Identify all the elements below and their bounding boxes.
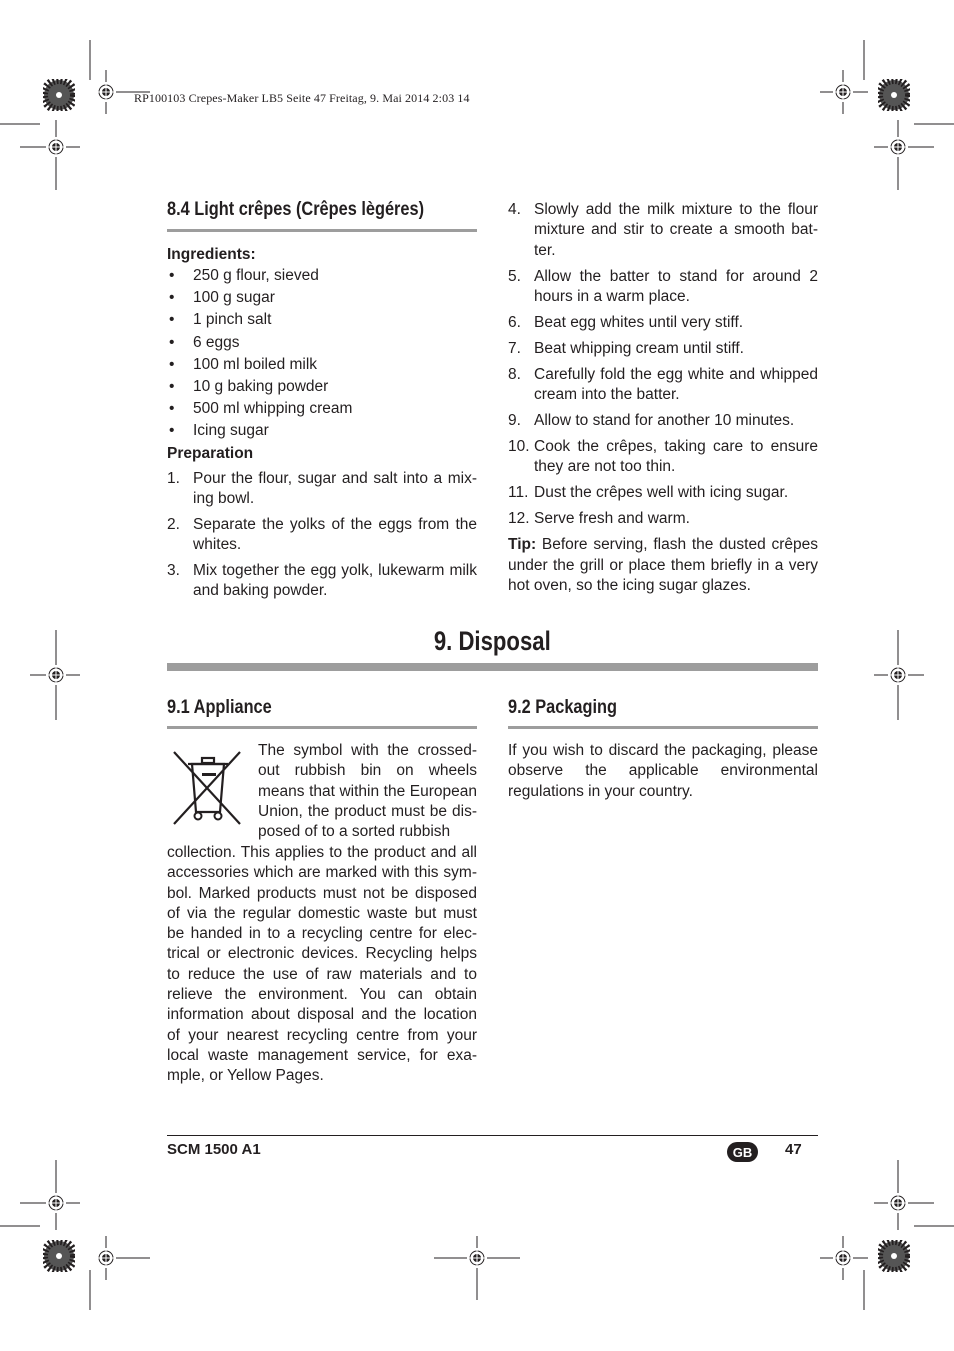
list-item: • 250 g flour, sieved — [167, 265, 477, 287]
list-item — [508, 411, 818, 431]
registration-mark-icon — [96, 82, 116, 102]
step-text: Carefully fold the egg white and whipped cream into the batter. — [534, 365, 818, 404]
list-item — [508, 339, 818, 359]
step-text: Cook the crêpes, taking care to ensure they are not too thin. — [534, 438, 818, 476]
preparation-label: Preparation — [167, 444, 254, 462]
registration-mark-icon — [833, 82, 853, 102]
step-number: 5. — [508, 267, 521, 285]
registration-mark-icon — [46, 1193, 66, 1213]
section-rule — [167, 726, 477, 729]
page-title — [167, 626, 818, 657]
recipe-left-column — [167, 244, 477, 607]
tip-text: Before serving, flash the dusted crêpes under the grill or place them briefly in a very hot oven, so the icing sugar glazes. — [508, 536, 818, 594]
list-item — [508, 509, 818, 529]
step-number: 6. — [508, 313, 521, 331]
step-text: Beat egg whites until very stiff. — [534, 313, 744, 331]
ingredients-label: Ingredients: — [167, 246, 256, 263]
list-item — [508, 483, 818, 503]
step-text: Slowly add the milk mixture to the flour mixture and stir to create a smooth bat-ter. — [534, 201, 818, 259]
packaging-text: If you wish to discard the packaging, please observe the applicable environmental regulations in your country. — [508, 742, 818, 800]
registration-mark-icon — [833, 1248, 853, 1268]
section-rule — [508, 726, 818, 729]
list-item — [167, 469, 477, 510]
list-item — [508, 200, 818, 261]
step-number: 2. — [167, 515, 180, 533]
registration-mark-icon — [888, 137, 908, 157]
steps-left — [167, 469, 477, 602]
step-number: 7. — [508, 339, 521, 357]
tip-paragraph — [508, 535, 818, 596]
section-rule — [167, 229, 477, 232]
color-wheel-icon — [878, 1240, 910, 1272]
step-number: 3. — [167, 562, 180, 580]
list-item — [167, 515, 477, 556]
packaging-title: 9.2 Packaging — [508, 697, 617, 718]
steps-right — [508, 200, 818, 530]
color-wheel-icon — [878, 79, 910, 111]
step-text: Serve fresh and warm. — [534, 510, 690, 528]
appliance-title: 9.1 Appliance — [167, 697, 272, 718]
model-number: SCM 1500 A1 — [167, 1141, 261, 1158]
list-item: • 100 ml boiled milk — [167, 354, 477, 376]
step-text: Dust the crêpes well with icing sugar. — [534, 484, 789, 502]
step-text: Pour the flour, sugar and salt into a mix-ing bowl. — [193, 469, 477, 507]
language-badge: GB — [727, 1142, 758, 1162]
registration-mark-icon — [888, 665, 908, 685]
list-item — [167, 561, 477, 602]
disposal-title: 9. Disposal — [434, 626, 551, 656]
recipe-right-column — [508, 200, 818, 596]
list-item: • 1 pinch salt — [167, 309, 477, 331]
list-item — [508, 267, 818, 308]
step-number: 11. — [508, 484, 529, 502]
color-wheel-icon — [43, 79, 75, 111]
section-8-4-title: 8.4 Light crêpes (Crêpes lègéres) — [167, 199, 425, 220]
list-item: • 100 g sugar — [167, 287, 477, 309]
list-item — [508, 437, 818, 478]
step-text: Separate the yolks of the eggs from the whites. — [193, 515, 477, 554]
registration-mark-icon — [46, 137, 66, 157]
appliance-text-beside-icon: The symbol with the crossed-out rubbish bin on wheels means that within the European Union, the product must be dis-posed of to a sorted rubbish — [258, 742, 477, 841]
registration-mark-icon — [467, 1248, 487, 1268]
page-number: 47 — [785, 1141, 802, 1158]
step-text: Allow to stand for another 10 minutes. — [534, 412, 795, 430]
step-text: Beat whipping cream until stiff. — [534, 339, 744, 357]
list-item — [508, 313, 818, 333]
step-number: 9. — [508, 412, 521, 430]
tip-label: Tip: — [508, 536, 537, 554]
footer-rule — [167, 1135, 818, 1136]
step-number: 1. — [167, 469, 180, 487]
registration-mark-icon — [888, 1193, 908, 1213]
step-text: Mix together the egg yolk, lukewarm milk and baking powder. — [193, 562, 477, 600]
list-item: • 6 eggs — [167, 332, 477, 354]
step-number: 12. — [508, 510, 530, 528]
step-number: 4. — [508, 201, 521, 218]
crossed-out-bin-icon — [170, 748, 246, 828]
color-wheel-icon — [43, 1240, 75, 1272]
step-number: 8. — [508, 365, 521, 383]
list-item: • Icing sugar — [167, 420, 477, 442]
title-rule — [167, 663, 818, 671]
appliance-text: collection. This applies to the product and all accessories which are marked with this sym-bol. Marked products must not be disposed of via the regular domestic waste but must be handed in to a recycling centre for elec-trical or electronic devices. Recycling helps to reduce the use of raw materials and to relieve the environment. You can obtain information about disposal and the location of your nearest recycling centre from your local waste management service, for exa-mple, or Yellow Pages. — [167, 844, 477, 1085]
print-header: RP100103 Crepes-Maker LB5 Seite 47 Freitag, 9. Mai 2014 2:03 14 — [134, 91, 470, 105]
list-item — [508, 365, 818, 406]
ingredients-list — [167, 265, 477, 443]
step-text: Allow the batter to stand for around 2 hours in a warm place. — [534, 267, 818, 305]
step-number: 10. — [508, 438, 530, 456]
list-item: • 500 ml whipping cream — [167, 398, 477, 420]
registration-mark-icon — [46, 665, 66, 685]
list-item: • 10 g baking powder — [167, 376, 477, 398]
registration-mark-icon — [96, 1248, 116, 1268]
